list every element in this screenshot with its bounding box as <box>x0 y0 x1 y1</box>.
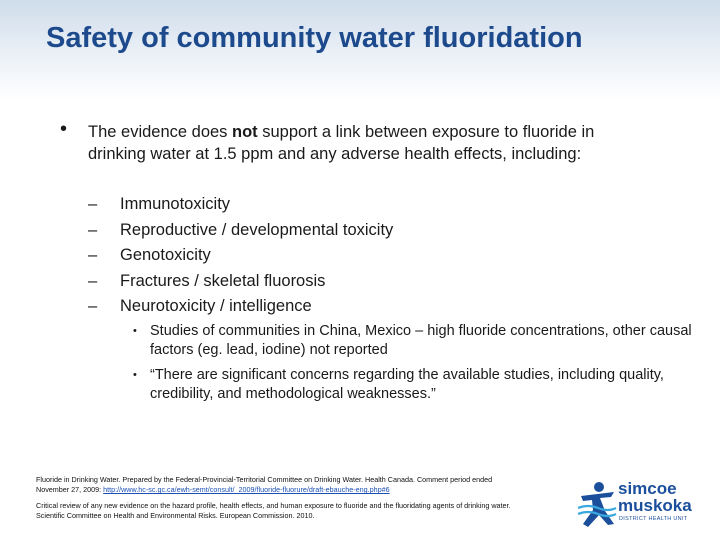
small-bullet-icon: • <box>133 325 137 337</box>
dash-icon: – <box>88 297 98 315</box>
bullet-dot-icon: • <box>60 118 68 140</box>
sub-item-text: Immunotoxicity <box>120 195 231 213</box>
sub-item-text: Neurotoxicity / intelligence <box>120 297 312 315</box>
health-unit-figure-icon <box>576 478 618 534</box>
dash-icon: – <box>88 195 98 213</box>
main-bullet-pre: The evidence does <box>88 123 233 141</box>
reference-2: Critical review of any new evidence on the hazard profile, health effects, and human exposure to fluoride and the fluoridating agents of drinking water. Scientific Committee on Health and Environmental Risks. European Commission. 2010. <box>36 501 511 520</box>
dash-icon: – <box>88 271 98 290</box>
sub-item-text: Reproductive / developmental toxicity <box>120 220 394 239</box>
sub-item-text: Fractures / skeletal fluorosis <box>120 271 326 290</box>
dash-icon: – <box>88 220 98 239</box>
subsub-item <box>133 322 713 362</box>
logo-line-2: muskoka <box>618 496 692 515</box>
slide-title: Safety of community water fluoridation <box>46 22 583 54</box>
main-bullet-bold: not <box>232 123 258 141</box>
main-bullet-post: support a link between exposure to fluoride in drinking water at 1.5 ppm and any adverse health effects, including: <box>88 123 595 163</box>
subsub-item-text: Studies of communities in China, Mexico – high fluoride concentrations, other causal factors (eg. lead, iodine) not reported <box>150 323 692 358</box>
small-bullet-icon: • <box>133 369 137 381</box>
sub-item-text: Genotoxicity <box>120 246 211 264</box>
dash-icon: – <box>88 246 98 264</box>
main-bullet-text <box>88 121 638 165</box>
reference-1-link[interactable]: http://www.hc-sc.gc.ca/ewh-semt/consult/_2009/fluoride-fluorure/draft-ebauche-eng.php#6 <box>103 485 390 494</box>
logo-line-3: DISTRICT HEALTH UNIT <box>619 516 688 522</box>
reference-1 <box>36 475 516 495</box>
simcoe-muskoka-logo <box>576 478 716 538</box>
subsub-item <box>133 366 713 406</box>
subsub-item-text: “There are significant concerns regarding the available studies, including quality, credibility, and methodological weaknesses.” <box>150 367 664 402</box>
logo-line-1: simcoe <box>618 479 677 498</box>
reference-1-text: Fluoride in Drinking Water. Prepared by the Federal-Provincial-Territorial Committee on Drinking Water. Health Canada. Comment period ended November 27, 2009: <box>36 475 493 494</box>
